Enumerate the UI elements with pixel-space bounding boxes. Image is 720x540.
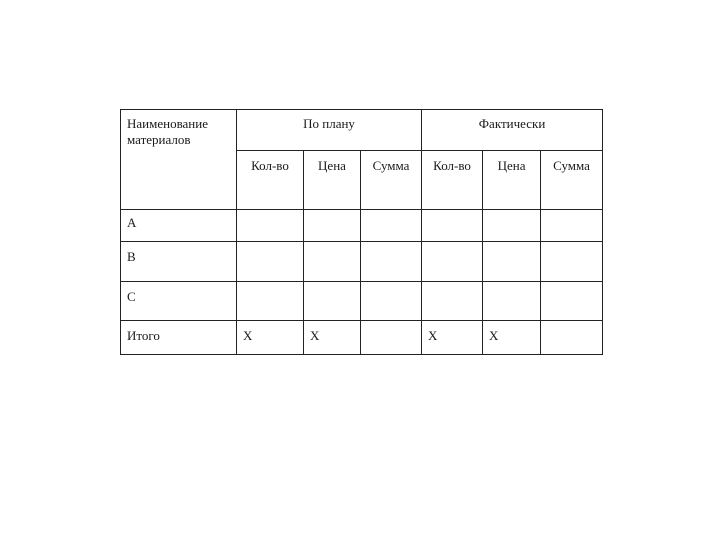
cell-value xyxy=(304,242,360,249)
cell-value: Х xyxy=(428,328,438,343)
table-cell xyxy=(237,242,304,282)
cell-value: Х xyxy=(310,328,320,343)
cell-value xyxy=(422,242,482,249)
table-cell xyxy=(304,242,361,282)
actual-sum-label: Сумма xyxy=(553,158,590,173)
plan-price-label: Цена xyxy=(318,158,346,173)
row-label: В xyxy=(127,249,136,264)
table-cell xyxy=(361,321,422,355)
table-cell xyxy=(541,321,603,355)
total-label: Итого xyxy=(127,328,160,343)
table-row xyxy=(121,242,603,282)
row-label-cell xyxy=(121,321,237,355)
table-cell xyxy=(483,321,541,355)
table-cell xyxy=(237,321,304,355)
row-label: А xyxy=(127,215,137,230)
plan-price-header xyxy=(304,151,361,210)
row-label-cell xyxy=(121,210,237,242)
row-label-cell xyxy=(121,242,237,282)
total-row xyxy=(121,321,603,355)
cell-value xyxy=(483,242,540,249)
table-cell xyxy=(237,210,304,242)
cell-value xyxy=(422,282,482,289)
cell-value xyxy=(361,282,421,289)
table-cell xyxy=(361,282,422,321)
plan-qty-label: Кол-во xyxy=(251,158,289,173)
row-label: С xyxy=(127,289,136,304)
header-actual-label: Фактически xyxy=(478,116,546,131)
table-cell xyxy=(422,210,483,242)
plan-qty-header xyxy=(237,151,304,210)
plan-sum-label: Сумма xyxy=(372,158,410,173)
cell-value xyxy=(361,242,421,249)
table-cell xyxy=(361,210,422,242)
cell-value xyxy=(304,210,360,215)
table-cell xyxy=(361,242,422,282)
actual-qty-label: Кол-во xyxy=(433,158,471,173)
cell-value xyxy=(422,210,482,215)
table-cell xyxy=(483,282,541,321)
header-actual-cell xyxy=(422,110,603,151)
plan-sum-header xyxy=(361,151,422,210)
actual-price-label: Цена xyxy=(497,158,526,173)
table-cell xyxy=(422,282,483,321)
table-cell xyxy=(541,210,603,242)
table-cell xyxy=(422,242,483,282)
table-row xyxy=(121,282,603,321)
cell-value xyxy=(483,210,540,215)
table-cell xyxy=(541,242,603,282)
table-cell xyxy=(304,321,361,355)
table-cell xyxy=(541,282,603,321)
cell-value: Х xyxy=(243,328,253,343)
cell-value xyxy=(541,282,602,289)
cell-value: Х xyxy=(489,328,499,343)
table-cell xyxy=(304,282,361,321)
header-name-cell xyxy=(121,110,237,210)
header-plan-cell xyxy=(237,110,422,151)
cell-value xyxy=(361,321,421,328)
table-cell xyxy=(304,210,361,242)
row-label-cell xyxy=(121,282,237,321)
table-cell xyxy=(422,321,483,355)
cell-value xyxy=(237,282,303,289)
cell-value xyxy=(237,210,303,215)
cell-value xyxy=(541,321,602,328)
actual-price-header xyxy=(483,151,541,210)
table-cell xyxy=(483,242,541,282)
header-name-label: Наименование материалов xyxy=(127,116,208,147)
table-cell xyxy=(483,210,541,242)
cell-value xyxy=(541,210,602,215)
cell-value xyxy=(541,242,602,249)
cell-value xyxy=(483,282,540,289)
table-row xyxy=(121,210,603,242)
actual-sum-header xyxy=(541,151,603,210)
cell-value xyxy=(361,210,421,215)
cell-value xyxy=(237,242,303,249)
cell-value xyxy=(304,282,360,289)
table-cell xyxy=(237,282,304,321)
actual-qty-header xyxy=(422,151,483,210)
materials-table xyxy=(120,109,603,355)
header-plan-label: По плану xyxy=(303,116,355,131)
header-row-top xyxy=(121,110,603,151)
